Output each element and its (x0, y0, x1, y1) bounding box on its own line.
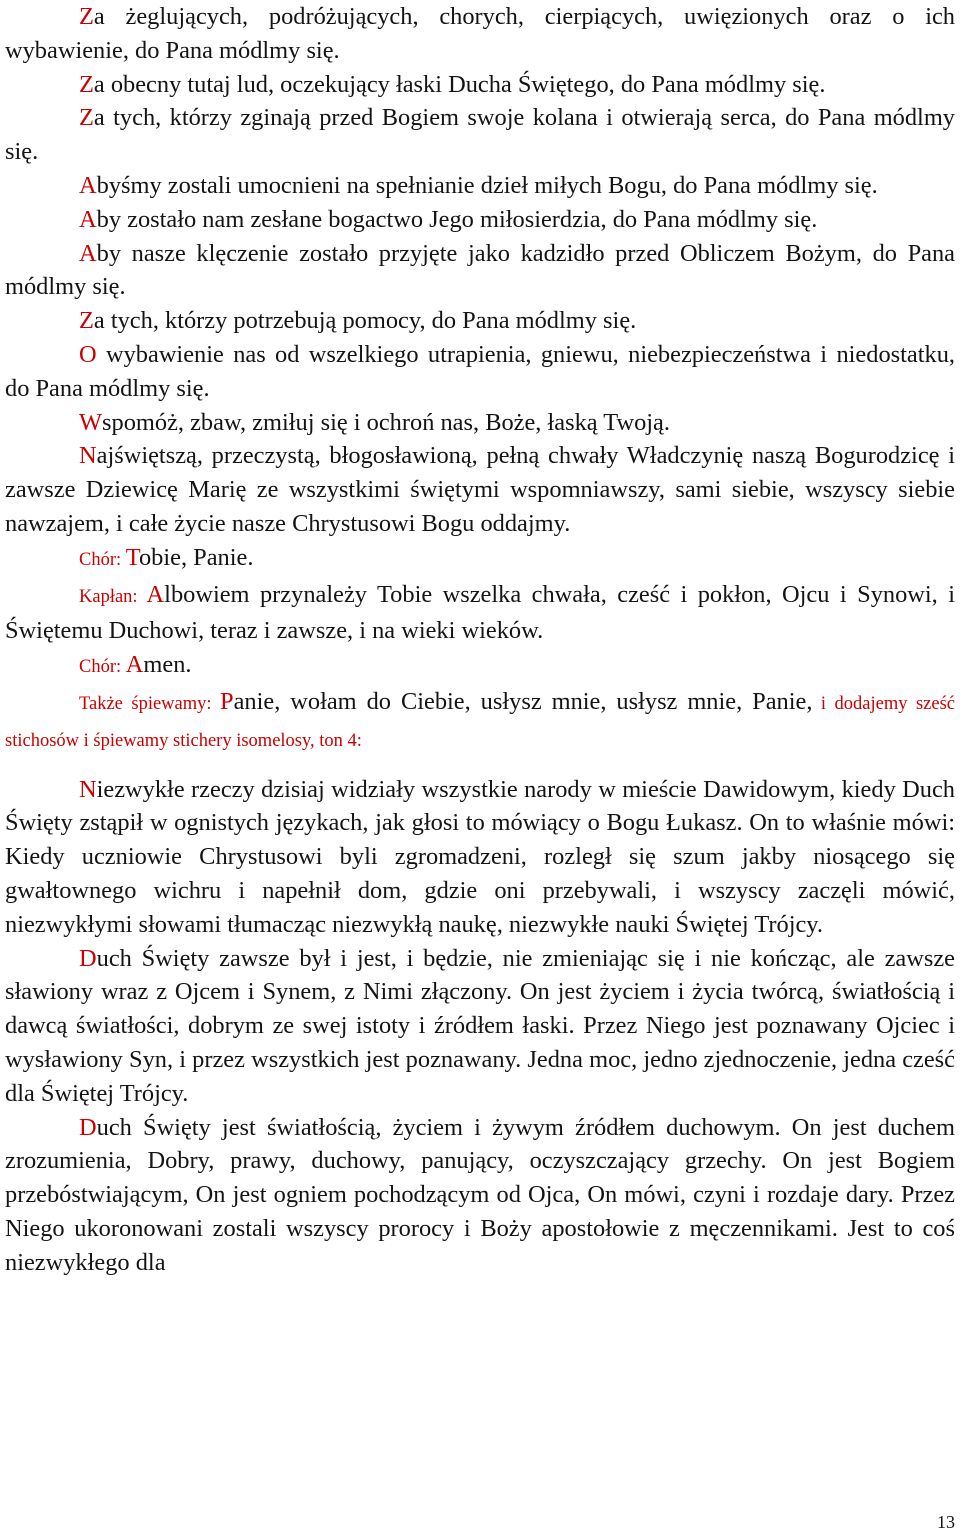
litany-petition (5, 169, 955, 203)
petition-text: a tych, którzy zginają przed Bogiem swoje kolana i otwierają serca, do Pana módlmy się. (5, 104, 955, 166)
red-initial: W (79, 408, 103, 436)
petition-text: wybawienie nas od wszelkiego utrapienia, gniewu, niebezpieczeństwa i niedostatku, do Pana módlmy się. (5, 340, 955, 402)
red-initial: Z (79, 3, 94, 30)
red-initial: Z (79, 307, 94, 335)
red-initial: A (79, 171, 97, 199)
red-initial: P (220, 687, 234, 715)
red-initial: Z (79, 104, 94, 132)
petition-text: by zostało nam zesłane bogactwo Jego miłosierdzia, do Pana módlmy się. (96, 205, 818, 233)
rubric-text: anie, wołam do Ciebie, usłysz mnie, usłysz mnie, Panie, (233, 687, 813, 715)
red-initial: N (79, 442, 97, 470)
red-initial: A (79, 205, 97, 233)
rubric-note: i dodajemy sześć stichosów i śpiewamy stichery isomelosy, ton 4: (5, 693, 956, 751)
sticheron-paragraph (5, 1111, 955, 1280)
petition-text: spomóż, zbaw, zmiłuj się i ochroń nas, Boże, łaską Twoją. (102, 408, 670, 436)
speaker-label: Chór: (79, 657, 126, 678)
red-initial: Z (79, 70, 94, 98)
sticheron-paragraph (5, 942, 955, 1111)
red-initial: D (79, 944, 97, 972)
litany-petition (5, 68, 955, 102)
page-number: 13 (937, 1512, 955, 1532)
choir-response (5, 648, 955, 685)
response-text: men. (143, 651, 192, 679)
speaker-label: Kapłan: (79, 586, 147, 607)
document-page (5, 0, 955, 1279)
red-initial: D (79, 1113, 97, 1141)
rubric-label: Także śpiewamy: (79, 693, 221, 714)
petition-text: a obecny tutaj lud, oczekujący łaski Ducha Świętego, do Pana módlmy się. (93, 70, 826, 98)
sticheron-paragraph (5, 773, 955, 942)
red-initial: A (146, 580, 165, 608)
sticheron-text: uch Święty jest światłością, życiem i żywym źródłem duchowym. On jest duchem zrozumienia, Dobry, prawy, duchowy, panujący, oczyszczający grzechy. On jest Bogiem przebóstwiającym, On jest ogniem pochodzącym od Ojca, On mówi, czyni i rozdaje dary. Przez Niego ukoronowani zostali wszyscy prorocy i Boży apostołowie z męczennikami. Jest to coś niezwykłego dla (5, 1113, 955, 1276)
sticheron-text: iezwykłe rzeczy dzisiaj widziały wszystkie narody w mieście Dawidowym, kiedy Duch Święty zstąpił w ognistych językach, jak głosi to mówiący o Bogu Łukasz. On to właśnie mówi: Kiedy uczniowie Chrystusowi byli zgromadzeni, rozległ się szum jakby niosącego się gwałtownego wichru i napełnił dom, gdzie oni przebywali, i wszyscy zaczęli mówić, niezwykłymi słowami tłumacząc niezwykłą naukę, niezwykłe nauki Świętej Trójcy. (5, 775, 955, 938)
litany-petition (5, 406, 955, 440)
litany-petition (5, 237, 955, 305)
litany-petition (5, 101, 955, 169)
petition-text: byśmy zostali umocnieni na spełnianie dzieł miłych Bogu, do Pana módlmy się. (96, 171, 878, 199)
litany-petition (5, 338, 955, 406)
red-initial: A (79, 239, 97, 267)
priest-exclamation (5, 578, 955, 649)
litany-petition (5, 203, 955, 237)
petition-text: a żeglujących, podróżujących, chorych, cierpiących, uwięzionych oraz o ich wybawienie, do Pana módlmy się. (5, 3, 955, 64)
speaker-label: Chór: (79, 549, 126, 570)
petition-text: by nasze klęczenie zostało przyjęte jako kadzidło przed Obliczem Bożym, do Pana módlmy się. (5, 239, 955, 301)
red-initial: N (79, 775, 97, 803)
response-text: obie, Panie. (138, 543, 254, 571)
sticheron-text: uch Święty zawsze był i jest, i będzie, nie zmieniając się i nie kończąc, ale zawsze sławiony wraz z Ojcem i Synem, z Nimi złączony. On jest życiem i życia twórcą, światłością i dawcą światłości, dobrym ze swej istoty i źródłem łaski. Przez Niego jest poznawany Ojciec i wysławiony Syn, i przez wszystkich jest poznawany. Jedna moc, jedno zjednoczenie, jedna cześć dla Świętej Trójcy. (5, 944, 955, 1107)
choir-response (5, 541, 955, 578)
red-initial: O (79, 340, 97, 368)
response-text: lbowiem przynależy Tobie wszelka chwała, cześć i pokłon, Ojcu i Synowi, i Świętemu Duchowi, teraz i zawsze, i na wieki wieków. (5, 580, 955, 645)
petition-text: a tych, którzy potrzebują pomocy, do Pana módlmy się. (93, 307, 637, 335)
litany-petition (5, 0, 955, 68)
red-initial: A (125, 651, 144, 679)
red-initial: T (125, 543, 139, 571)
paragraph-text: ajświętszą, przeczystą, błogosławioną, pełną chwały Władczynię naszą Bogurodzicę i zawsze Dziewicę Marię ze wszystkimi świętymi wspomniawszy, sami siebie, wszyscy siebie nawzajem, i całe życie nasze Chrystusowi Bogu oddajmy. (5, 442, 955, 537)
litany-petition (5, 304, 955, 338)
commemoration-paragraph (5, 439, 955, 540)
rubric-paragraph (5, 685, 955, 759)
